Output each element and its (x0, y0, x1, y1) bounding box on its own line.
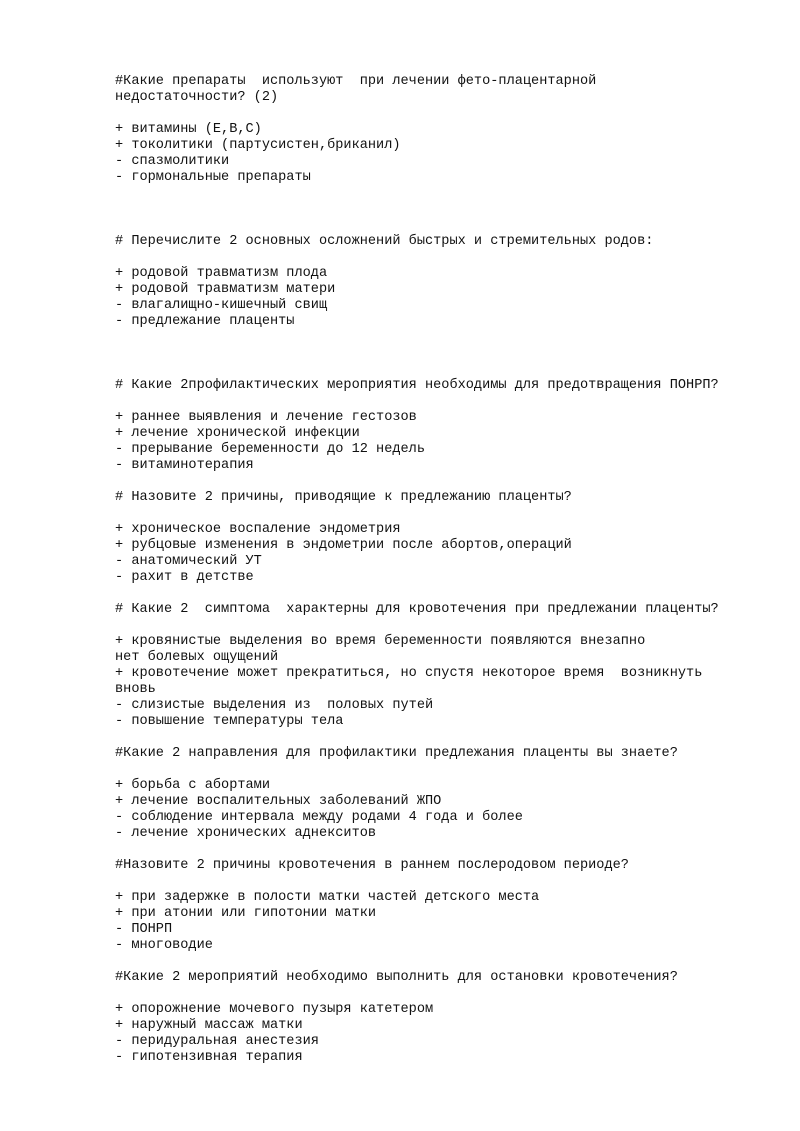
answer-option: + при атонии или гипотонии матки (115, 906, 377, 921)
answer-option: + рубцовые изменения в эндометрии после абортов,операций (115, 538, 572, 553)
answer-option: + родовой травматизм плода (115, 266, 328, 281)
answer-option: + кровянистые выделения во время беременности появляются внезапно (115, 634, 646, 649)
answer-option: + раннее выявления и лечение гестозов (115, 410, 417, 425)
question-text: # Какие 2 симптома характерны для кровотечения при предлежании плаценты? (115, 602, 719, 617)
answer-option: - анатомический УТ (115, 554, 262, 569)
answer-option: - влагалищно-кишечный свищ (115, 298, 328, 313)
answer-option: - слизистые выделения из половых путей (115, 698, 434, 713)
answer-option: - гормональные препараты (115, 170, 311, 185)
document-page (115, 74, 775, 1066)
answer-option: + при задержке в полости матки частей детского места (115, 890, 540, 905)
answer-option: - многоводие (115, 938, 213, 953)
question-block (115, 234, 775, 330)
question-text: # Назовите 2 причины, приводящие к предлежанию плаценты? (115, 490, 572, 505)
answer-option: + кровотечение может прекратиться, но спустя некоторое время возникнуть (115, 666, 703, 681)
answer-option: - гипотензивная терапия (115, 1050, 303, 1065)
question-text: #Какие 2 направления для профилактики предлежания плаценты вы знаете? (115, 746, 678, 761)
question-text: недостаточности? (2) (115, 90, 279, 105)
answer-option: - перидуральная анестезия (115, 1034, 319, 1049)
answer-option: + хроническое воспаление эндометрия (115, 522, 401, 537)
answer-option: + витамины (Е,В,С) (115, 122, 262, 137)
answer-option: + лечение хронической инфекции (115, 426, 360, 441)
question-block (115, 490, 775, 586)
answer-option: - рахит в детстве (115, 570, 254, 585)
answer-option: + лечение воспалительных заболеваний ЖПО (115, 794, 442, 809)
question-block (115, 378, 775, 474)
question-text: #Какие 2 мероприятий необходимо выполнить для остановки кровотечения? (115, 970, 678, 985)
answer-option: - спазмолитики (115, 154, 230, 169)
question-block (115, 602, 775, 730)
question-block (115, 858, 775, 954)
question-text: #Назовите 2 причины кровотечения в раннем послеродовом периоде? (115, 858, 629, 873)
answer-option: - повышение температуры тела (115, 714, 344, 729)
question-text: # Перечислите 2 основных осложнений быстрых и стремительных родов: (115, 234, 654, 249)
answer-option: - прерывание беременности до 12 недель (115, 442, 425, 457)
answer-option: + токолитики (партусистен,бриканил) (115, 138, 401, 153)
answer-option: - соблюдение интервала между родами 4 года и более (115, 810, 523, 825)
question-block (115, 746, 775, 842)
question-text: #Какие препараты используют при лечении фето-плацентарной (115, 74, 597, 89)
answer-option: + родовой травматизм матери (115, 282, 336, 297)
answer-option: - лечение хронических аднекситов (115, 826, 377, 841)
answer-option: - предлежание плаценты (115, 314, 295, 329)
question-block (115, 970, 775, 1066)
answer-option: вновь (115, 682, 156, 697)
answer-option: - ПОНРП (115, 922, 173, 937)
question-text: # Какие 2профилактических мероприятия необходимы для предотвращения ПОНРП? (115, 378, 719, 393)
answer-option: + наружный массаж матки (115, 1018, 303, 1033)
answer-option: + опорожнение мочевого пузыря катетером (115, 1002, 434, 1017)
answer-option: нет болевых ощущений (115, 650, 279, 665)
answer-option: + борьба с абортами (115, 778, 270, 793)
answer-option: - витаминотерапия (115, 458, 254, 473)
question-block (115, 74, 775, 186)
